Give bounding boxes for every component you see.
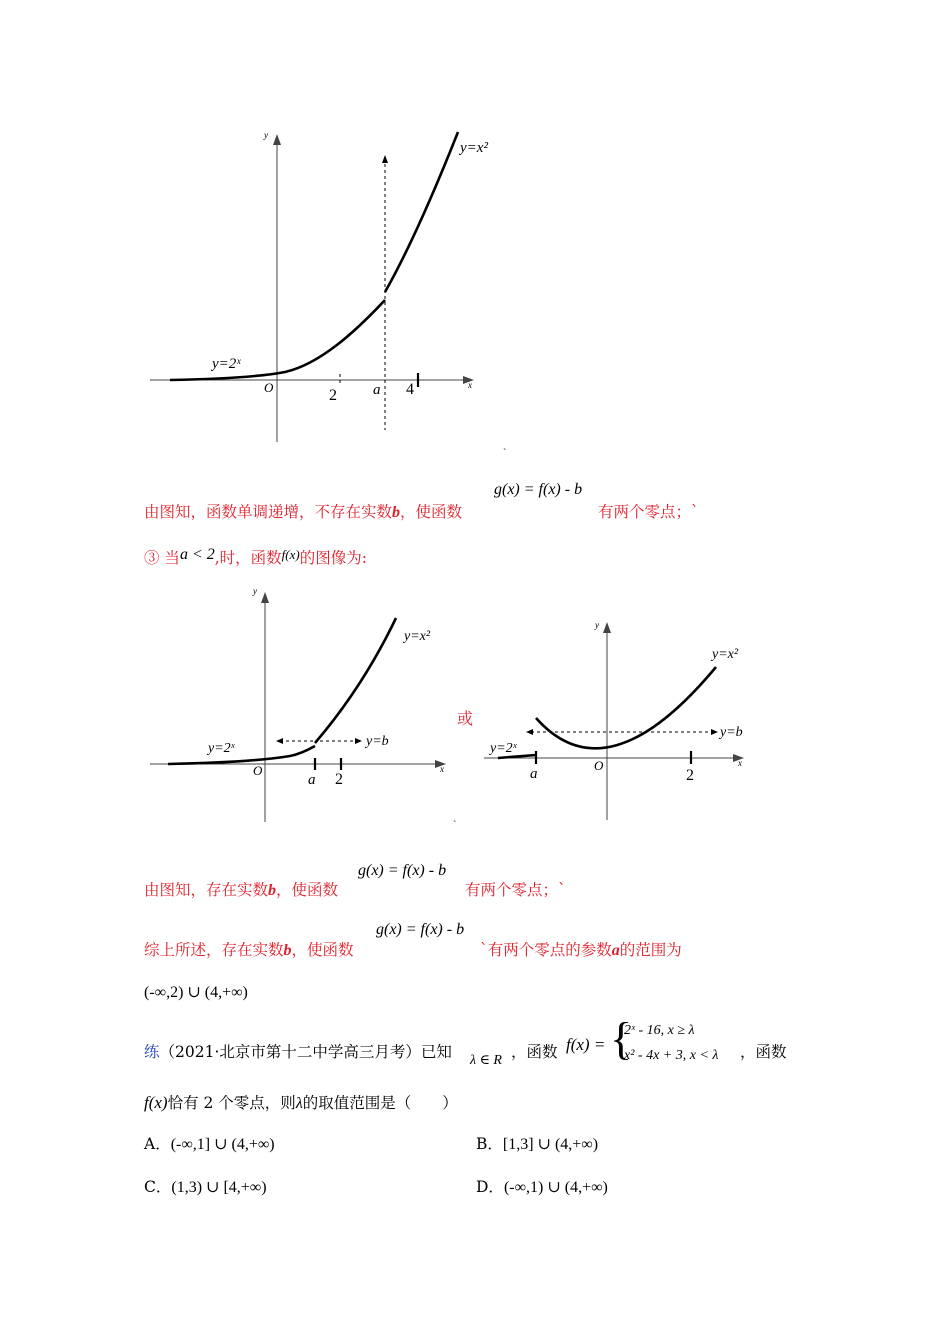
arrow-right [711, 729, 718, 735]
tick-label-4: 4 [406, 381, 414, 398]
y-axis-arrow [261, 592, 269, 603]
option-a-label: A． [144, 1135, 171, 1153]
label-y: y [264, 130, 268, 140]
exercise-case1: 2ˣ - 16, x ≥ λ [624, 1023, 695, 1038]
tick-label-a: a [530, 766, 538, 782]
graph-3 [476, 612, 766, 827]
para4-b: b [283, 942, 292, 959]
curve-x2 [385, 132, 458, 292]
option-c-label: C． [144, 1178, 172, 1196]
label-y: y [595, 620, 599, 630]
answer-range: (-∞,2) ∪ (4,+∞) [144, 984, 248, 1001]
curve-x2 [315, 618, 396, 743]
label-curve-2x: y=2ˣ [490, 741, 517, 756]
option-a-value: (-∞,1] ∪ (4,+∞) [170, 1136, 275, 1153]
tick-label-2: 2 [335, 771, 343, 788]
arrow-right [355, 738, 362, 744]
y-axis-arrow [603, 622, 611, 633]
exercise-case2: x² - 4x + 3, x < λ [624, 1048, 719, 1063]
para1-line [144, 500, 462, 522]
tick-label-a: a [308, 772, 316, 788]
exercise-line2-lambda: λ [295, 1095, 303, 1112]
label-x: x [440, 764, 444, 774]
graph-2 [140, 580, 460, 830]
para4-formula: g(x) = f(x) - b [376, 921, 465, 938]
label-x: x [738, 758, 742, 768]
para2-mid: ,时，函数 [214, 549, 282, 567]
y-axis-arrow [273, 134, 281, 145]
option-d-value: (-∞,1) ∪ (4,+∞) [503, 1179, 608, 1196]
label-origin: O [594, 758, 604, 773]
para3-line [144, 878, 338, 900]
para1-text: 由图知，函数单调递增，不存在实数 [144, 503, 393, 521]
exercise-line2 [144, 1091, 458, 1113]
graph2-mark: ` [453, 820, 457, 830]
arrow-left [276, 738, 283, 744]
option-b-value: [1,3] ∪ (4,+∞) [502, 1136, 599, 1153]
label-curve-2x: y=2ˣ [208, 741, 235, 756]
para3-b: b [268, 882, 277, 899]
option-a[interactable] [144, 1132, 275, 1154]
option-d[interactable] [476, 1175, 608, 1197]
label-curve-x2: y=x² [712, 647, 739, 662]
para4-line [144, 938, 354, 960]
para2-prefix: ③ 当 [144, 549, 180, 567]
curve-2x [168, 746, 315, 764]
label-y-b: y=b [366, 734, 389, 749]
exercise-lambda: λ ∈ R [470, 1053, 502, 1068]
para2-fx: f(x) [281, 547, 300, 562]
or-text: 或 [457, 709, 474, 728]
label-x: x [468, 380, 472, 390]
dashed-arrow [382, 155, 388, 163]
para1-formula: g(x) = f(x) - b [494, 481, 583, 498]
option-d-label: D． [476, 1178, 504, 1196]
exercise-fx: f(x) = [566, 1035, 606, 1054]
exercise-line2-fx: f(x) [144, 1093, 168, 1112]
para2-cond: a < 2 [179, 546, 215, 563]
para1-text3: 有两个零点；` [598, 503, 699, 521]
curve-x2 [536, 667, 716, 748]
para1-text2: ，使函数 [400, 503, 463, 521]
graph1-mark: ` [503, 448, 507, 459]
arrow-left [526, 729, 533, 735]
para2-line [144, 546, 367, 568]
para3-text2: ，使函数 [276, 881, 339, 899]
para3-text: 由图知，存在实数 [144, 881, 269, 899]
para3-formula: g(x) = f(x) - b [358, 862, 447, 879]
exercise-prefix: 练 [144, 1043, 160, 1061]
label-y: y [253, 586, 257, 596]
exercise-line2-text: 恰有 2 个零点，则 [167, 1094, 296, 1112]
para4-a: a [611, 942, 620, 959]
para4-text3: `有两个零点的参数 [480, 941, 612, 959]
label-curve-2x: y=2ˣ [212, 356, 241, 372]
label-origin: O [264, 380, 274, 395]
exercise-end: ，函数 [740, 1043, 787, 1061]
para4-tail [480, 938, 682, 960]
option-b-label: B． [476, 1135, 503, 1153]
para1-b: b [392, 504, 401, 521]
tick-label-2: 2 [329, 387, 337, 404]
para2-suffix: 的图像为: [299, 549, 367, 567]
label-curve-x2: y=x² [460, 140, 488, 156]
tick-label-2: 2 [686, 767, 694, 784]
option-c-value: (1,3) ∪ [4,+∞) [171, 1179, 267, 1196]
exercise-line2-end: 的取值范围是（ ） [302, 1094, 458, 1112]
label-origin: O [253, 763, 263, 778]
exercise-mid: ，函数 [511, 1043, 558, 1061]
option-b[interactable] [476, 1132, 598, 1154]
tick-label-a: a [373, 382, 381, 398]
graph-1 [140, 120, 520, 460]
label-y-b: y=b [720, 725, 743, 740]
para3-text3: 有两个零点；` [465, 881, 566, 899]
exercise-source: （2021·北京市第十二中学高三月考）已知 [159, 1043, 452, 1061]
exercise-line1 [144, 1040, 452, 1062]
piecewise-brace: { [610, 1013, 633, 1064]
option-c[interactable] [144, 1175, 267, 1197]
para4-text: 综上所述，存在实数 [144, 941, 284, 959]
para4-text2: ，使函数 [291, 941, 354, 959]
label-curve-x2: y=x² [404, 629, 431, 644]
para4-text4: 的范围为 [619, 941, 682, 959]
